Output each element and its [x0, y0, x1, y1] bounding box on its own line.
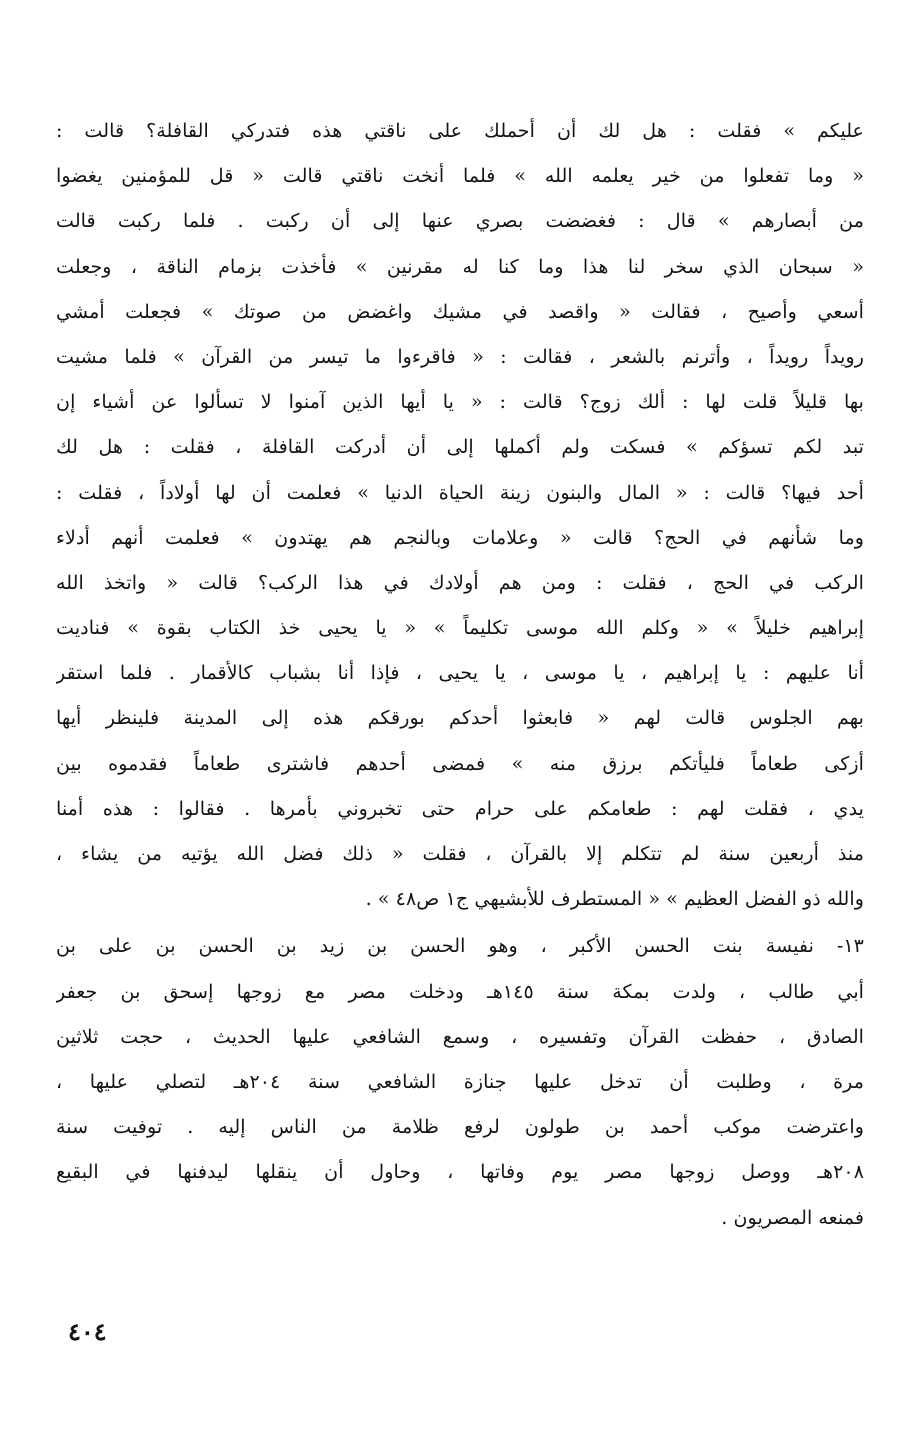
paragraph-2-line: ١٣- نفيسة بنت الحسن الأكبر ، وهو الحسن بن زيد بن الحسن بن على بن	[56, 934, 864, 958]
paragraph-1-line: عليكم » فقلت : هل لك أن أحملك على ناقتي هذه فتدركي القافلة؟ قالت :	[56, 119, 864, 142]
paragraph-2-line: واعترضت موكب أحمد بن طولون لرفع ظلامة من الناس إليه . توفيت سنة	[56, 1115, 864, 1139]
paragraph-2-line: ٢٠٨هـ ووصل زوجها مصر يوم وفاتها ، وحاول أن ينقلها ليدفنها في البقيع	[56, 1160, 864, 1184]
paragraph-1-line: الركب في الحج ، فقلت : ومن هم أولادك في هذا الركب؟ قالت « واتخذ الله	[56, 570, 864, 594]
paragraph-1-line: منذ أربعين سنة لم تتكلم إلا بالقرآن ، فقلت « ذلك فضل الله يؤتيه من يشاء ،	[56, 842, 864, 865]
paragraph-1-line: والله ذو الفضل العظيم » « المستطرف للأبشيهي ج١ ص٤٨ » .	[365, 887, 864, 911]
paragraph-2-line: مرة ، وطلبت أن تدخل عليها جنازة الشافعي سنة ٢٠٤هـ لتصلي عليها ،	[56, 1069, 864, 1093]
page-text	[56, 108, 864, 1240]
paragraph-1-line: أنا عليهم : يا إبراهيم ، يا موسى ، يا يحيى ، فإذا أنا بشباب كالأقمار . فلما استقر	[56, 661, 864, 685]
paragraph-1-line: بها قليلاً قلت لها : ألك زوج؟ قالت : « يا أيها الذين آمنوا لا تسألوا عن أشياء إن	[56, 390, 864, 414]
paragraph-2-line: أبي طالب ، ولدت بمكة سنة ١٤٥هـ ودخلت مصر مع زوجها إسحق بن جعفر	[56, 979, 864, 1003]
paragraph-1-line: « وما تفعلوا من خير يعلمه الله » فلما أنخت ناقتي قالت « قل للمؤمنين يغضوا	[56, 164, 864, 188]
paragraph-1-line: بهم الجلوس قالت لهم « فابعثوا أحدكم بورقكم هذه إلى المدينة فلينظر أيها	[56, 706, 864, 730]
page-number: ٤٠٤	[68, 1317, 107, 1346]
paragraph-1	[56, 108, 864, 921]
paragraph-1-line: وما شأنهم في الحج؟ قالت « وعلامات وبالنجم هم يهتدون » فعلمت أنهم أدلاء	[56, 525, 864, 549]
paragraph-1-line: « سبحان الذي سخر لنا هذا وما كنا له مقرنين » فأخذت بزمام الناقة ، وجعلت	[56, 254, 864, 278]
paragraph-1-line: أحد فيها؟ قالت : « المال والبنون زينة الحياة الدنيا » فعلمت أن لها أولاداً ، فقلت :	[56, 480, 864, 504]
paragraph-2	[56, 923, 864, 1239]
paragraph-1-line: أزكى طعاماً فليأتكم برزق منه » فمضى أحدهم فاشترى طعاماً فقدموه بين	[56, 751, 864, 775]
paragraph-2-line: فمنعه المصريون .	[721, 1205, 864, 1229]
paragraph-2-line: الصادق ، حفظت القرآن وتفسيره ، وسمع الشافعي عليها الحديث ، حجت ثلاثين	[56, 1024, 864, 1048]
paragraph-1-line: تبد لكم تسؤكم » فسكت ولم أكملها إلى أن أدركت القافلة ، فقلت : هل لك	[56, 435, 864, 459]
paragraph-1-line: رويداً رويداً ، وأترنم بالشعر ، فقالت : « فاقرءوا ما تيسر من القرآن » فلما مشيت	[56, 344, 864, 368]
paragraph-1-line: أسعي وأصيح ، فقالت « واقصد في مشيك واغضض من صوتك » فجعلت أمشي	[56, 299, 864, 323]
paragraph-1-line: من أبصارهم » قال : فغضضت بصري عنها إلى أن ركبت . فلما ركبت قالت	[56, 209, 864, 233]
paragraph-1-line: إبراهيم خليلاً » « وكلم الله موسى تكليماً » « يا يحيى خذ الكتاب بقوة » فناديت	[56, 616, 864, 640]
paragraph-1-line: يدي ، فقلت لهم : طعامكم على حرام حتى تخبروني بأمرها . فقالوا : هذه أمنا	[56, 796, 864, 820]
